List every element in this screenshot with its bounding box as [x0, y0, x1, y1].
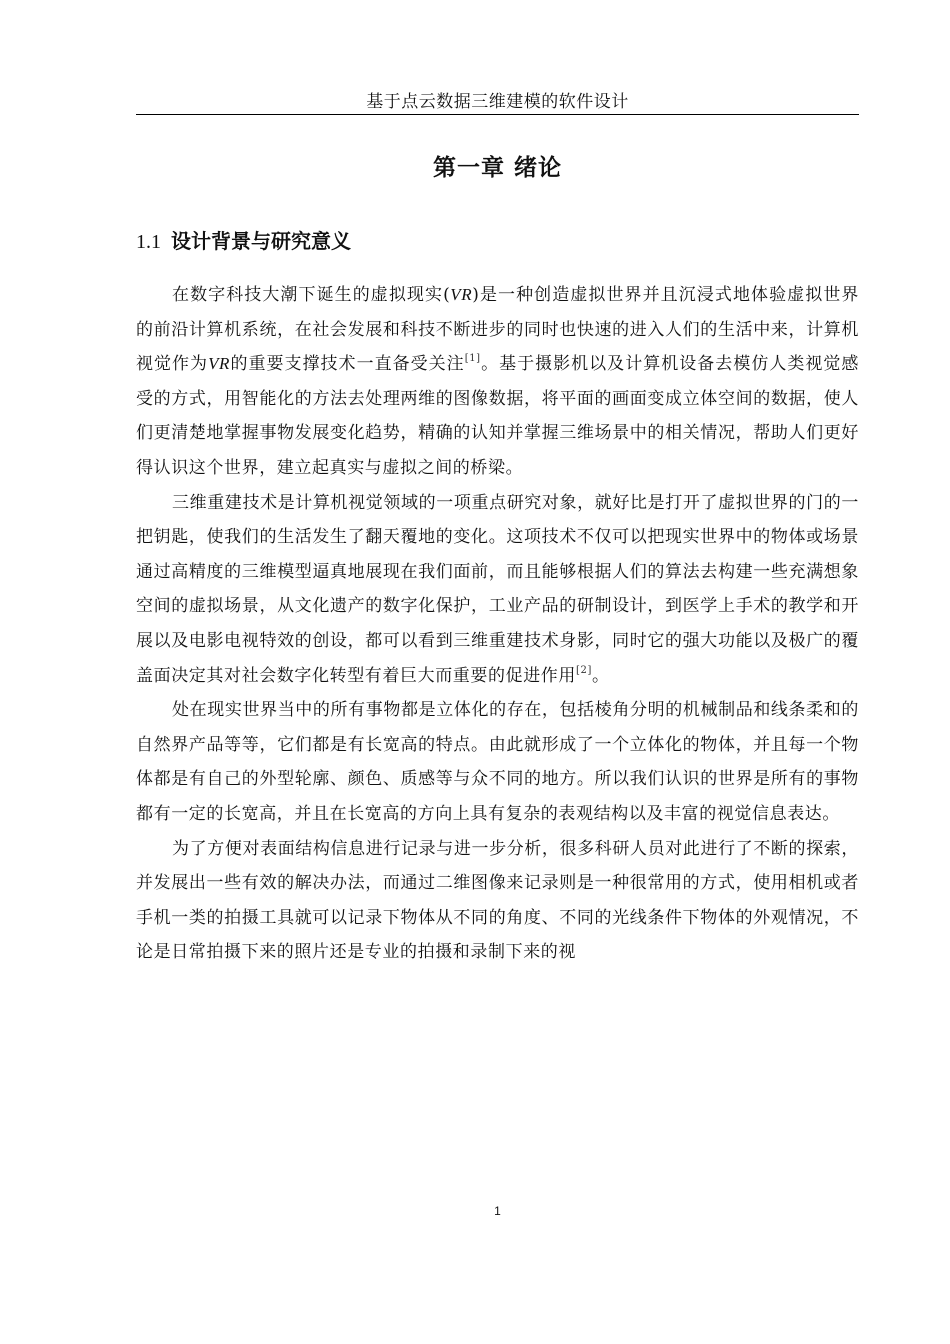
paragraph-text: )是一种创造虚拟世界并且沉浸式地体验虚拟世界的前沿计算机系统，在社会发展和科技不断进步的同时也快速的进入人们的生活中来，计算机视觉作为 — [136, 285, 859, 375]
section-number: 1.1 — [136, 231, 161, 253]
header-divider — [136, 114, 859, 115]
page-number: 1 — [494, 1204, 501, 1218]
paragraph-text: 。基于摄影机以及计算机设备去模仿人类视觉感受的方式，用智能化的方法去处理两维的图像数据，将平面的画面变成立体空间的数据，使人们更清楚地掌握事物发展变化趋势，精确的认知并掌握三维场景中的相关情况，帮助人们更好得认识这个世界，建立起真实与虚拟之间的桥梁。 — [136, 354, 859, 478]
section-title: 设计背景与研究意义 — [171, 229, 351, 253]
citation-ref[interactable]: [1] — [464, 353, 481, 365]
paragraph-text: 。 — [591, 665, 610, 686]
paragraph-2 — [136, 486, 859, 694]
vr-term: VR — [450, 285, 473, 304]
vr-term: VR — [208, 354, 231, 374]
chapter-title: 第一章 绪论 — [432, 155, 562, 181]
section-heading — [136, 226, 351, 257]
citation-ref[interactable]: [2] — [576, 664, 592, 676]
paragraph-text: 在数字科技大潮下诞生的虚拟现实( — [172, 285, 451, 305]
paragraph-4: 为了方便对表面结构信息进行记录与进一步分析，很多科研人员对此进行了不断的探索，并发展出一些有效的解决办法，而通过二维图像来记录则是一种很常用的方式，使用相机或者手机一类的拍摄工具就可以记录下物体从不同的角度、不同的光线条件下物体的外观情况，不论是日常拍摄下来的照片还是专业的拍摄和录制下来的视 — [136, 838, 859, 963]
running-header: 基于点云数据三维建模的软件设计 — [366, 92, 629, 112]
paragraph-1 — [136, 278, 859, 486]
paragraph-text: 的重要支撑技术一直备受关注 — [230, 354, 465, 375]
paragraph-text: 三维重建技术是计算机视觉领域的一项重点研究对象，就好比是打开了虚拟世界的门的一把钥匙，使我们的生活发生了翻天覆地的变化。这项技术不仅可以把现实世界中的物体或场景通过高精度的三维模型逼真地展现在我们面前，而且能够根据人们的算法去构建一些充满想象空间的虚拟场景，从文化遗产的数字化保护，工业产品的研制设计，到医学上手术的教学和开展以及电影电视特效的创设，都可以看到三维重建技术身影，同时它的强大功能以及极广的覆盖面决定其对社会数字化转型有着巨大而重要的促进作用 — [136, 492, 859, 686]
paragraph-3: 处在现实世界当中的所有事物都是立体化的存在，包括棱角分明的机械制品和线条柔和的自然界产品等等，它们都是有长宽高的特点。由此就形成了一个立体化的物体，并且每一个物体都是有自己的外型轮廓、颜色、质感等与众不同的地方。所以我们认识的世界是所有的事物都有一定的长宽高，并且在长宽高的方向上具有复杂的表观结构以及丰富的视觉信息表达。 — [136, 700, 859, 824]
body-text — [136, 278, 859, 970]
